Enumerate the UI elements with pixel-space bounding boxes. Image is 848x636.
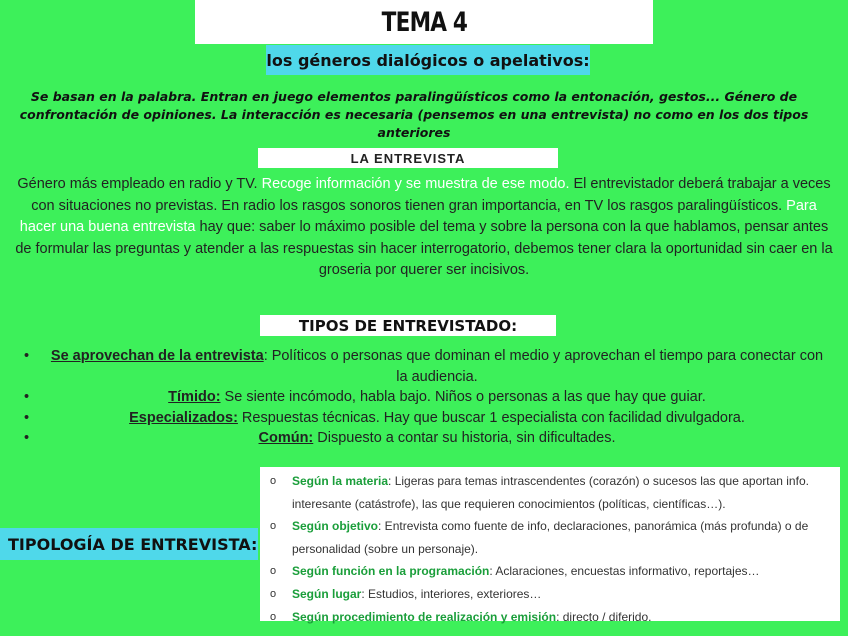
entrevista-heading: LA ENTREVISTA	[350, 150, 466, 166]
paragraph-part-3: hay que: saber lo máximo posible del tema y sobre la persona con la que hablamos, pensar antes de formular las preguntas y atender a las respuestas sin hacer interrogatorio, debemos tener clara la oportunidad sin caer en la groseria por querer ser incisivos.	[15, 219, 833, 278]
criterion: Según lugar	[292, 586, 362, 601]
tipos-list	[20, 346, 830, 449]
paragraph-part-1: Género más empleado en radio y TV.	[17, 176, 262, 192]
paragraph-highlight-2: Para hacer una buena entrevista	[19, 197, 817, 235]
list-item	[268, 470, 832, 515]
entrevista-paragraph	[12, 174, 836, 282]
criterion-desc: : Aclaraciones, encuestas informativo, reportajes…	[489, 564, 760, 579]
list-item	[20, 428, 830, 449]
circle-bullet-icon: o	[270, 565, 277, 578]
paragraph-part-2: El entrevistador deberá trabajar a veces con situaciones no previstas. En radio los rasgos sonoros tienen gran importancia, en TV los rasgos paralingüísticos.	[31, 176, 831, 214]
title-banner	[195, 0, 653, 44]
list-item	[268, 606, 832, 629]
page-title: TEMA 4	[381, 6, 467, 38]
tipologia-box	[260, 467, 840, 624]
circle-bullet-icon: o	[270, 587, 277, 600]
criterion-desc: : directo / diferido.	[556, 609, 652, 624]
list-item	[20, 408, 830, 429]
circle-bullet-icon: o	[270, 610, 277, 623]
tipo-desc: Se siente incómodo, habla bajo. Niños o personas a las que hay que guiar.	[220, 389, 706, 405]
criterion-desc: : Ligeras para temas intrascendentes (corazón) o sucesos las que aportan info. interesante (catástrofe), las que requieren conocimientos (políticas, científicas…).	[292, 474, 809, 511]
list-item	[20, 387, 830, 408]
criterion: Según objetivo	[292, 519, 379, 534]
tipos-heading-box	[260, 315, 556, 336]
bullet-icon: •	[24, 348, 30, 364]
tipologia-list	[268, 470, 832, 628]
tipo-desc: Dispuesto a contar su historia, sin dificultades.	[313, 430, 616, 446]
bullet-icon: •	[24, 409, 30, 426]
tipo-desc: Respuestas técnicas. Hay que buscar 1 especialista con facilidad divulgadora.	[237, 409, 745, 426]
tipo-term: Común:	[258, 430, 314, 446]
paragraph-highlight-1: Recoge información y se muestra de ese modo.	[261, 176, 570, 192]
tipos-heading: TIPOS DE ENTREVISTADO:	[298, 316, 518, 335]
list-item	[268, 515, 832, 560]
circle-bullet-icon: o	[270, 475, 277, 487]
tipologia-label-text: TIPOLOGÍA DE ENTREVISTA:	[8, 534, 258, 554]
circle-bullet-icon: o	[270, 520, 277, 533]
tipo-desc: : Políticos o personas que dominan el medio y aprovechan el tiempo para conectar con la audiencia.	[263, 348, 824, 385]
bullet-icon: •	[24, 389, 30, 405]
tipologia-label	[0, 528, 258, 560]
criterion: Según función en la programación	[292, 564, 490, 579]
criterion: Según procedimiento de realización y emisión	[292, 609, 557, 624]
bullet-icon: •	[24, 430, 30, 446]
subtitle: los géneros dialógicos o apelativos:	[266, 50, 590, 70]
criterion-desc: : Estudios, interiores, exteriores…	[361, 586, 542, 601]
entrevista-heading-box	[258, 148, 558, 168]
list-item	[268, 583, 832, 606]
list-item	[268, 560, 832, 583]
criterion: Según la materia	[292, 474, 389, 488]
criterion-desc: : Entrevista como fuente de info, declaraciones, panorámica (más profunda) o de personalidad (sobre un personaje).	[292, 519, 809, 556]
list-item	[20, 346, 830, 387]
tipo-term: Especializados:	[129, 409, 238, 426]
subtitle-banner	[266, 45, 590, 75]
tipo-term: Se aprovechan de la entrevista	[50, 348, 264, 364]
intro-text: Se basan en la palabra. Entran en juego elementos paralingüísticos como la entonación, gestos... Género de confrontación de opiniones. La interacción es necesaria (pensemos en una entrevista) no como en los dos tipos anteriores	[19, 89, 809, 140]
tipo-term: Tímido:	[168, 389, 221, 405]
